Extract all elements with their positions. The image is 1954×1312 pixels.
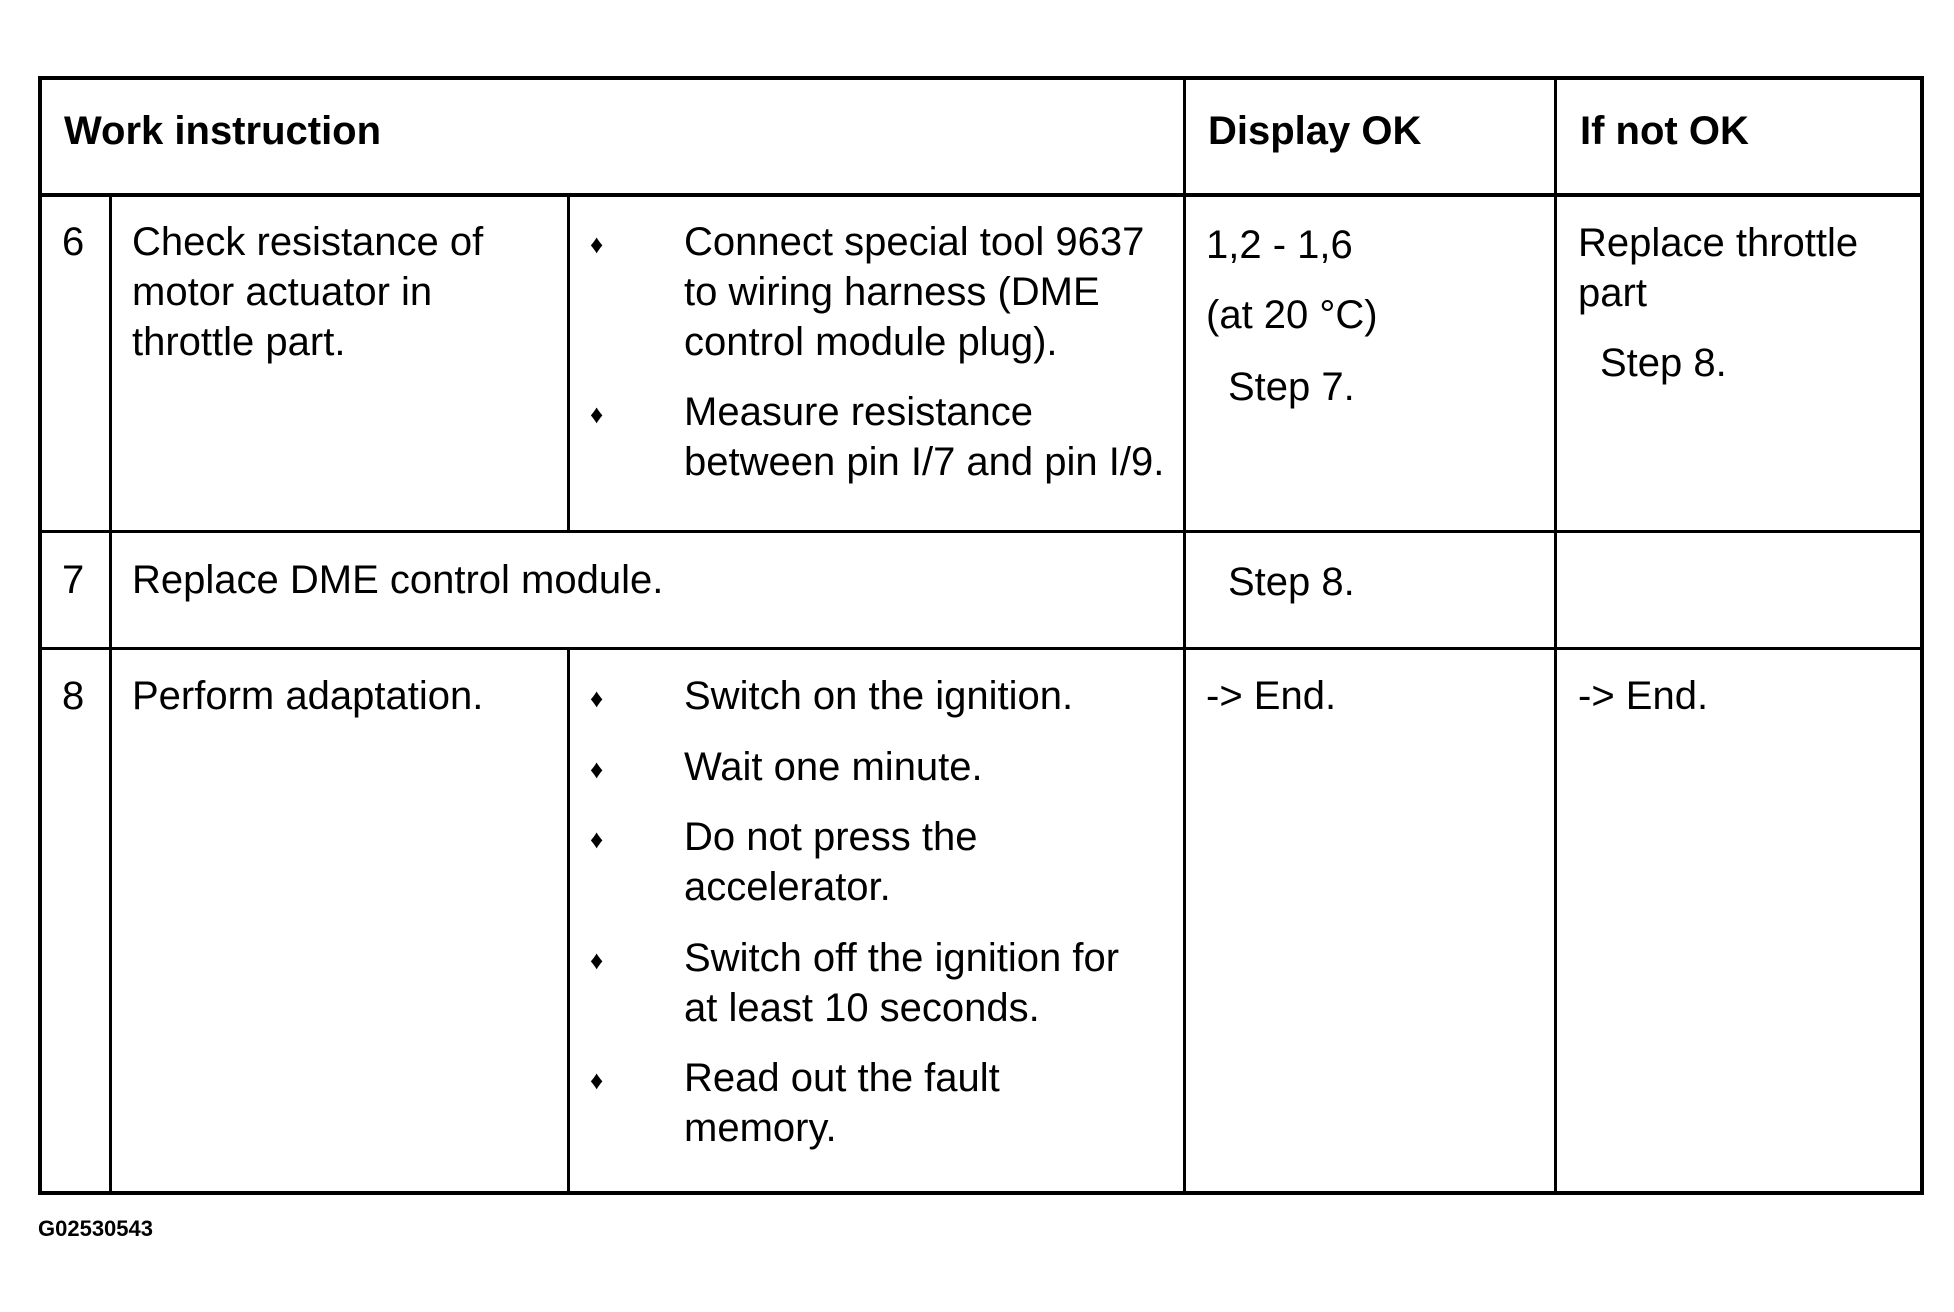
instruction-line: motor actuator in — [132, 270, 433, 314]
bullet-text: accelerator. — [684, 865, 891, 909]
bullet-text: Read out the fault — [684, 1056, 1000, 1100]
if-not-ok-text: Replace throttle — [1578, 221, 1859, 265]
column-divider — [567, 648, 570, 1195]
bullet-diamond-icon: ♦ — [590, 683, 604, 713]
display-ok-step: -> End. — [1206, 674, 1337, 718]
figure-id: G02530543 — [38, 1216, 153, 1241]
header-if-not-ok: If not OK — [1580, 109, 1749, 153]
bullet-text: Connect special tool 9637 — [684, 220, 1145, 264]
row-divider — [42, 647, 1920, 650]
bullet-diamond-icon: ♦ — [590, 1065, 604, 1095]
column-divider — [1183, 80, 1186, 1195]
instruction-line: throttle part. — [132, 320, 346, 364]
header-work-instruction: Work instruction — [64, 109, 382, 153]
instruction-line: Replace DME control module. — [132, 558, 664, 602]
bullet-text: to wiring harness (DME — [684, 270, 1100, 314]
bullet-text: Measure resistance — [684, 390, 1034, 434]
display-ok-step: Step 7. — [1228, 365, 1355, 409]
step-number: 7 — [62, 558, 85, 602]
row-divider — [42, 530, 1920, 533]
instruction-line: Perform adaptation. — [132, 674, 484, 718]
bullet-diamond-icon: ♦ — [590, 399, 604, 429]
bullet-text: between pin I/7 and pin I/9. — [684, 440, 1165, 484]
bullet-text: Wait one minute. — [684, 745, 983, 789]
column-divider — [109, 195, 112, 1195]
bullet-diamond-icon: ♦ — [590, 824, 604, 854]
column-divider — [567, 195, 570, 532]
if-not-ok-text: part — [1578, 271, 1647, 315]
bullet-diamond-icon: ♦ — [590, 229, 604, 259]
bullet-text: Do not press the — [684, 815, 978, 859]
if-not-ok-step: -> End. — [1578, 674, 1709, 718]
column-divider — [1554, 80, 1557, 1195]
display-ok-value: (at 20 °C) — [1206, 293, 1378, 337]
header-display-ok: Display OK — [1208, 109, 1422, 153]
bullet-text: at least 10 seconds. — [684, 986, 1040, 1030]
work-instruction-table — [38, 76, 1924, 1195]
step-number: 6 — [62, 220, 85, 264]
display-ok-step: Step 8. — [1228, 560, 1355, 604]
bullet-text: Switch on the ignition. — [684, 674, 1074, 718]
bullet-text: Switch off the ignition for — [684, 936, 1120, 980]
if-not-ok-step: Step 8. — [1600, 341, 1727, 385]
bullet-text: memory. — [684, 1106, 837, 1150]
instruction-line: Check resistance of — [132, 220, 484, 264]
bullet-text: control module plug). — [684, 320, 1058, 364]
display-ok-value: 1,2 - 1,6 — [1206, 223, 1353, 267]
bullet-diamond-icon: ♦ — [590, 754, 604, 784]
header-divider — [42, 193, 1920, 197]
step-number: 8 — [62, 674, 85, 718]
bullet-diamond-icon: ♦ — [590, 945, 604, 975]
